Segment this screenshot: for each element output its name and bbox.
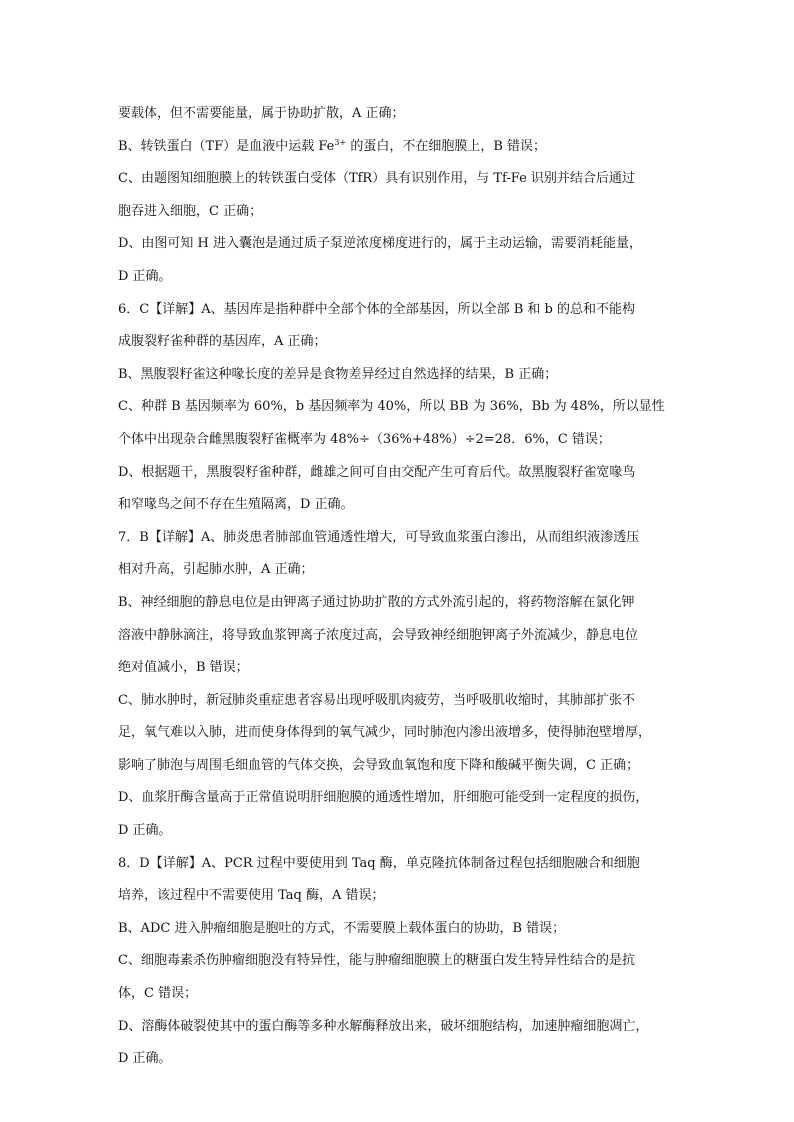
text-line-9: B、黑腹裂籽雀这种喙长度的差异是食物差异经过自然选择的结果，B 正确； <box>118 366 558 382</box>
text-line-4: 胞吞进入细胞，C 正确； <box>118 203 263 219</box>
text-line-22: D、血浆肝酶含量高于正常值说明肝细胞膜的通透性增加，肝细胞可能受到一定程度的损伤， <box>118 790 649 806</box>
text-line-5: D、由图可知 H 进入囊泡是通过质子泵逆浓度梯度进行的，属于主动运输，需要消耗能量， <box>118 236 643 252</box>
text-line-30: D 正确。 <box>118 1051 172 1067</box>
text-line-17: 溶液中静脉滴注，将导致血浆钾离子浓度过高，会导致神经细胞钾离子外流减少，静息电位 <box>118 627 639 643</box>
text-line-26: B、ADC 进入肿瘤细胞是胞吐的方式，不需要膜上载体蛋白的协助，B 错误； <box>118 920 566 936</box>
text-line-11: 个体中出现杂合雌黑腹裂籽雀概率为 48%÷（36%+48%）÷2=28．6%，C 错误； <box>118 431 611 447</box>
text-line-8: 成腹裂籽雀种群的基因库，A 正确； <box>118 334 327 350</box>
text-line-7: 6．C【详解】A、基因库是指种群中全部个体的全部基因，所以全部 B 和 b 的总和不能构 <box>118 301 636 317</box>
text-line-3: C、由题图知细胞膜上的转铁蛋白受体（TfR）具有识别作用，与 Tf-Fe 识别并结合后通过 <box>118 171 635 187</box>
document-page <box>118 98 683 1076</box>
text-line-12: D、根据题干，黑腹裂籽雀种群，雌雄之间可自由交配产生可育后代。故黑腹裂籽雀宽喙鸟 <box>118 464 636 480</box>
text-line-13: 和窄喙鸟之间不存在生殖隔离，D 正确。 <box>118 497 354 513</box>
text-line-14: 7．B【详解】A、肺炎患者肺部血管通透性增大，可导致血浆蛋白渗出，从而组织液渗透压 <box>118 529 640 545</box>
text-line-28: 体，C 错误； <box>118 986 198 1002</box>
text-line-2 <box>118 131 683 164</box>
text-line-18: 绝对值减小，B 错误； <box>118 660 249 676</box>
text-line-25: 培养，该过程中不需要使用 Taq 酶，A 错误； <box>118 888 385 904</box>
text-line-16: B、神经细胞的静息电位是由钾离子通过协助扩散的方式外流引起的，将药物溶解在氯化钾 <box>118 594 635 610</box>
text-line-21: 影响了肺泡与周围毛细血管的气体交换，会导致血氧饱和度下降和酸碱平衡失调，C 正确； <box>118 757 640 773</box>
text-line-2-head: B、转铁蛋白（TF）是血液中运载 Fe <box>118 138 335 154</box>
text-line-29: D、溶酶体破裂使其中的蛋白酶等多种水解酶释放出来，破坏细胞结构，加速肿瘤细胞凋亡， <box>118 1018 649 1034</box>
text-line-15: 相对升高，引起肺水肿，A 正确； <box>118 562 314 578</box>
text-line-19: C、肺水肿时，新冠肺炎重症患者容易出现呼吸肌肉疲劳，当呼吸肌收缩时，其肺部扩张不 <box>118 692 635 708</box>
text-line-1: 要载体，但不需要能量，属于协助扩散，A 正确； <box>118 106 405 121</box>
superscript-charge: 3+ <box>334 137 347 147</box>
text-line-27: C、细胞毒素杀伤肿瘤细胞没有特异性，能与肿瘤细胞膜上的糖蛋白发生特异性结合的是抗 <box>118 953 635 969</box>
text-line-6: D 正确。 <box>118 268 172 284</box>
text-line-20: 足，氧气难以入肺，进而使身体得到的氧气减少，同时肺泡内渗出液增多，使得肺泡壁增厚， <box>118 725 652 741</box>
text-line-23: D 正确。 <box>118 823 172 839</box>
text-line-24: 8．D【详解】A、PCR 过程中要使用到 Taq 酶，单克隆抗体制备过程包括细胞融合和细胞 <box>118 855 640 871</box>
text-line-2-tail: 的蛋白，不在细胞膜上，B 错误； <box>346 138 547 154</box>
text-line-10: C、种群 B 基因频率为 60%，b 基因频率为 40%，所以 BB 为 36%，Bb 为 48%，所以显性 <box>118 399 665 415</box>
